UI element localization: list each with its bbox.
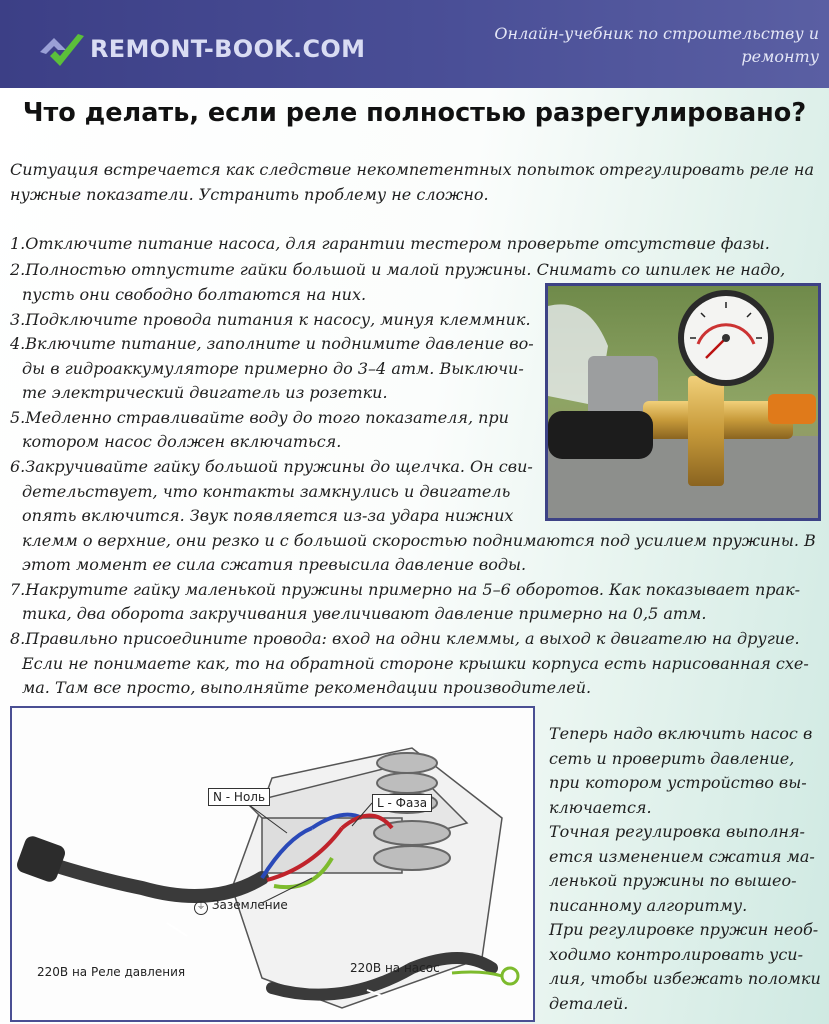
- phase-label: L - Фаза: [372, 794, 432, 812]
- step-line: пусть они свободно болтаются на них.: [22, 285, 367, 304]
- step-line: тика, два оборота закручивания увеличивают давление примерно на 0,5 атм.: [22, 604, 707, 623]
- side-text-line: Точная регулировка выполня-: [549, 822, 805, 841]
- side-text-line: ключается.: [549, 798, 652, 817]
- step-line: детельствует, что контакты замкнулись и двигатель: [22, 482, 511, 501]
- output-label: 220В на насос: [350, 961, 440, 975]
- logo-text: REMONT-BOOK.COM: [90, 35, 366, 63]
- site-header: [0, 0, 829, 88]
- step-line: 6.Закручивайте гайку большой пружины до щелчка. Он сви-: [10, 457, 533, 476]
- step-line: 3.Подключите провода питания к насосу, минуя клеммник.: [10, 310, 531, 329]
- side-text-line: При регулировке пружин необ-: [549, 920, 819, 939]
- house-check-icon: [36, 30, 88, 68]
- step-line: клемм о верхние, они резко и с большой скоростью поднимаются под усилием пружины. В: [22, 531, 816, 550]
- step-line: этот момент ее сила сжатия превысила давление воды.: [22, 555, 527, 574]
- side-text-line: сеть и проверить давление,: [549, 749, 795, 768]
- ground-label-text: Заземление: [211, 898, 288, 912]
- pressure-gauge-illustration: [548, 286, 818, 518]
- ground-icon: ⏚: [194, 901, 208, 915]
- site-tagline: Онлайн-учебник по строительству и ремонту: [494, 24, 819, 66]
- ground-label: [194, 898, 288, 915]
- step-line: 2.Полностью отпустите гайки большой и малой пружины. Снимать со шпилек не надо,: [10, 260, 786, 279]
- intro-line: Ситуация встречается как следствие некомпетентных попыток отрегулировать реле на: [10, 160, 814, 179]
- page-title: Что делать, если реле полностью разрегулировано?: [22, 98, 807, 128]
- step-line: 1.Отключите питание насоса, для гарантии тестером проверьте отсутствие фазы.: [10, 234, 770, 253]
- step-line: 4.Включите питание, заполните и поднимите давление во-: [10, 334, 534, 353]
- step-line: те электрический двигатель из розетки.: [22, 383, 388, 402]
- step-line: ма. Там все просто, выполняйте рекомендации производителей.: [22, 678, 592, 697]
- step-line: 5.Медленно стравливайте воду до того показателя, при: [10, 408, 509, 427]
- intro-line: нужные показатели. Устранить проблему не сложно.: [10, 185, 489, 204]
- step-line: Если не понимаете как, то на обратной стороне крышки корпуса есть нарисованная схе-: [22, 654, 809, 673]
- side-text-line: деталей.: [549, 994, 629, 1013]
- side-text-line: ходимо контролировать уси-: [549, 945, 803, 964]
- side-text-line: лия, чтобы избежать поломки: [549, 969, 821, 988]
- side-text-line: ленькой пружины по вышео-: [549, 871, 797, 890]
- step-line: ды в гидроаккумуляторе примерно до 3–4 атм. Выключи-: [22, 359, 524, 378]
- pressure-switch-photo: [545, 283, 821, 521]
- step-line: 7.Накрутите гайку маленькой пружины примерно на 5–6 оборотов. Как показывает прак-: [10, 580, 801, 599]
- neutral-label: N - Ноль: [208, 788, 270, 806]
- step-line: котором насос должен включаться.: [22, 432, 342, 451]
- wiring-diagram: [10, 706, 535, 1022]
- input-label: 220В на Реле давления: [37, 965, 186, 979]
- side-text-line: при котором устройство вы-: [549, 773, 807, 792]
- side-text-line: писанному алгоритму.: [549, 896, 748, 915]
- side-text-line: ется изменением сжатия ма-: [549, 847, 815, 866]
- side-text-line: Теперь надо включить насос в: [549, 724, 813, 743]
- step-line: опять включится. Звук появляется из-за удара нижних: [22, 506, 514, 525]
- site-logo[interactable]: [36, 30, 365, 68]
- step-line: 8.Правильно присоедините провода: вход на одни клеммы, а выход к двигателю на другие.: [10, 629, 800, 648]
